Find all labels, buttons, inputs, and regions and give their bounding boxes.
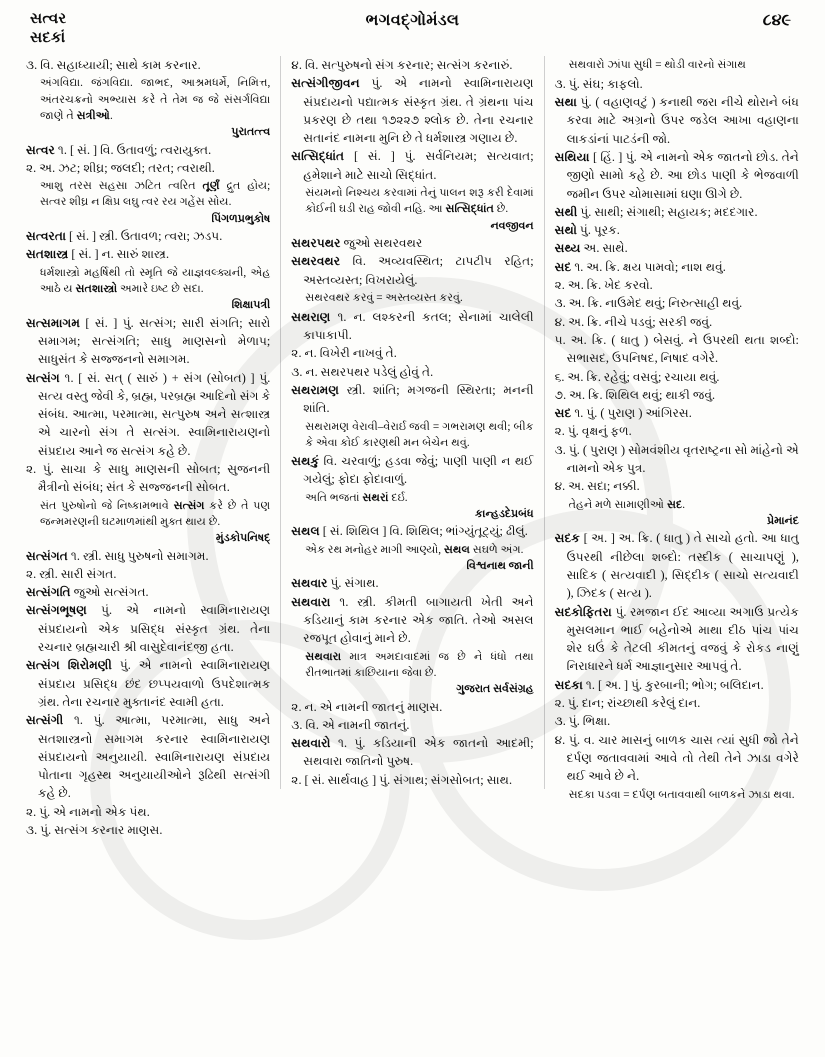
entry-definition: પું. રમજાન ઈદ આવ્યા અગાઉ પ્રત્યેક મુસલમાન ભાઈ બહેનોએ માથા દીઠ પાંચ પાંચ શેર ઘઉં કે તેટલી કીમતનું વજવું કે રોકડ નાણું નિરાધારને ધર્મ આજ્ઞાનુસાર આપવું તે. bbox=[566, 604, 799, 674]
quote-keyword: સતશાસ્ત્રો bbox=[75, 282, 118, 295]
entry-definition: ૧. ન. લશ્કરની કતલ; સેનામાં ચાલેલી કાપાકાપી. bbox=[303, 309, 534, 343]
page-number: ૮૪૯ bbox=[762, 12, 791, 29]
entry-definition: વિ. અવ્યવસ્થિત; ટાપટીપ રહિત; અસ્તવ્યસ્ત; વિખરાયેલું. bbox=[303, 254, 534, 287]
entry-sense: ૩. પું. સત્સંગ કરનાર માણસ. bbox=[26, 823, 163, 838]
dictionary-entry[interactable] bbox=[291, 252, 533, 289]
entry-sense: ૫. અ. ક્રિ. ( ધાતુ ) બેસવું. ને ઉપરથી થતા શબ્દો: સભાસદ, ઉપનિષદ, નિષાદ વગેરે. bbox=[554, 332, 799, 366]
entry-headword: સતશાસ્ત્ર bbox=[26, 247, 69, 262]
dictionary-entry[interactable] bbox=[26, 656, 270, 711]
dictionary-entry[interactable] bbox=[555, 404, 799, 422]
citation-source: વિશ્વનાથ જાની bbox=[466, 559, 534, 572]
dictionary-entry[interactable] bbox=[555, 221, 799, 239]
entry-sense: ૨. ન. એ નામની જાતનું માણસ. bbox=[291, 699, 443, 714]
entry-sense: ૬. અ. ક્રિ. રહેવું; વસવું; રચાયા થવું. bbox=[554, 369, 720, 384]
entry-headword: સત્સમાગમ bbox=[26, 315, 80, 330]
entry-headword: સથકું bbox=[291, 453, 320, 468]
entry-sense: ૨. પું. એ નામનો એક પંથ. bbox=[26, 804, 150, 819]
entry-definition: [ સં. ] સ્ત્રી. ઉતાવળ; ત્વરા; ઝડપ. bbox=[68, 229, 223, 244]
entry-headword: સદક bbox=[554, 531, 580, 546]
citation-quote: એક રથ મનોહર માગી આણ્યો, સથલ સઘળે અંગ. bbox=[305, 543, 524, 556]
column-3 bbox=[545, 56, 809, 804]
entry-definition: ૧. [ અ. ] પું. કુરબાની; ભોગ; બલિદાન. bbox=[585, 677, 764, 692]
dictionary-entry[interactable] bbox=[555, 203, 799, 221]
dictionary-entry[interactable] bbox=[291, 147, 533, 184]
dictionary-entry[interactable] bbox=[291, 522, 533, 540]
entry-sense: ૪. અ. ક્રિ. નીચે પડવું; સરકી જવું. bbox=[554, 314, 713, 329]
entry-definition: [ સં. શિથિલ ] વિ. શિથિલ; ભાંગ્યુંતૂટ્યું; ઢીલું. bbox=[322, 524, 528, 539]
dictionary-entry[interactable] bbox=[26, 245, 270, 263]
entry-definition: પું. પૂરક. bbox=[579, 223, 620, 238]
citation-quote: ધર્મશાસ્ત્રો મહર્ષિથી તો સ્મૃતિ જે યાજ્ઞવલ્ક્યની, એહ આઠે ય સતશાસ્ત્રો અમારે ઇષ્ટ છે સદા. bbox=[40, 266, 271, 295]
citation-source: ગુજરાત સર્વસંગ્રહ bbox=[456, 683, 534, 695]
entry-definition: પું. સાથી; સંગાથી; સહાયક; મદદગાર. bbox=[580, 204, 758, 219]
dictionary-entry[interactable] bbox=[26, 227, 270, 245]
entry-definition: પું. એ નામનો સ્વામિનારાયણ સંપ્રદાય પ્રસિદ્ધ છંદ છપ્પયવાળો ઉપદેશાત્મક ગ્રંથ. તેના રચનાર મુક્તાનંદ સ્વામી હતા. bbox=[38, 658, 271, 709]
entry-sense: ૪. પું. વ. ચાર માસનું બાળક ચાસ ત્યાં સુધી જો તેને દર્પણ જતાવવામાં આવે તો તેથી તેને ઝાડા વગેરે થઈ આવે છે ને. bbox=[554, 732, 799, 784]
entry-definition: ૧. પું. કડિયાની એક જાતનો આદમી; સથવારા જાતિનો પુરુષ. bbox=[303, 736, 534, 769]
dictionary-entry[interactable] bbox=[291, 452, 533, 489]
entry-headword: સદકોફિતરા bbox=[554, 604, 612, 619]
column-2 bbox=[280, 56, 544, 789]
citation-quote: સદકા પડવા = દર્પણ બતાવવાથી બાળકને ઝાડા થવા. bbox=[568, 788, 795, 801]
entry-headword: સદકા bbox=[554, 677, 583, 692]
dictionary-entry[interactable] bbox=[555, 529, 799, 602]
entry-sense: ૨. પું. વૃક્ષનું ફળ. bbox=[554, 424, 632, 439]
citation-quote: અતિ ભજતાં સથરાં દર્ઇ. bbox=[305, 491, 408, 504]
column-1 bbox=[16, 56, 280, 839]
entry-definition: [ સં. ] ન. સારું શાસ્ત્ર. bbox=[71, 247, 170, 262]
citation-quote: સંત પુરુષોનો જે નિષ્કામભાવે સત્સંગ કરે છે તે પણ જન્મમરણની ઘટમાળમાંથી મુક્ત થાય છે. bbox=[40, 499, 271, 528]
entry-definition: પું. એ નામનો સ્વામિનારાયણ સંપ્રદાયનો પદ્યાત્મક સંસ્કૃત ગ્રંથ. તે ગ્રંથના પાંચ પ્રકરણ છે તથા ૧૭૨૨૭ શ્લોક છે. તેના રચનાર સતાનંદ નામના મુનિ છે તે ધર્મશાસ્ત્ર ગણાય છે. bbox=[303, 76, 534, 146]
entry-headword: સથ્ય bbox=[554, 241, 581, 256]
dictionary-entry[interactable] bbox=[555, 239, 799, 257]
entry-definition: અ. સાથે. bbox=[583, 241, 628, 256]
citation-quote: સથવારા માત્ર અમદાવાદમાં જ છે ને ધંધો તથા રીતભાતમાં કાછિયાના જેવા છે. bbox=[305, 650, 534, 679]
entry-sense: ૩. વિ. સહાધ્યાયી; સાથે કામ કરનાર. bbox=[26, 58, 201, 72]
entry-definition: [ હિં. ] પું. એ નામનો એક જાતનો છોડ. તેને જીણો સામો કહે છે. આ છોડ પાણી કે ભેજવાળી જમીન ઉપર ચોમાસામાં ઘણા ઊગે છે. bbox=[566, 149, 799, 201]
citation-quote: અંગવિદ્યા. જંગવિદ્યા. જાભદ, આશ્રમધર્મે, નિમિત્ત, અંતરચક્રનો અભ્યાસ કરે તે તેમ જ જે સંસર્ગવિદ્યા જાણે તે સત્રીઓ. bbox=[40, 77, 271, 122]
entry-headword: સત્સંગી bbox=[26, 713, 64, 728]
entry-definition: [ અ. ] અ. ક્રિ. ( ધાતુ ) તે સાચો હતો. આ ધાતુ ઉપરથી નીછેલા શબ્દો: તસ્દીક ( સાચાપણું ), સાદિક ( સત્યવાદી ), સિદ્દીક ( સાચો સત્યવાદી ), ઝિદક ( સત્ય ). bbox=[566, 531, 799, 601]
entry-headword: સત્સંગભૂષણ bbox=[26, 603, 87, 618]
dictionary-entry[interactable] bbox=[26, 314, 270, 369]
entry-definition: ૧. પું. આત્મા, પરમાત્મા, સાધુ અને સતશાસ્ત્રનો સમાગમ કરનાર સ્વામિનારાયણ સંપ્રદાયનો અનુયાયી. સ્વામિનારાયણ સંપ્રદાય પોતાના ગૃહસ્થ અનુયાયીઓને રૂઢિથી સત્સંગી કહે છે. bbox=[38, 713, 271, 801]
entry-sense: ૨. અ. ઝટ; શીઘ્ર; જલદી; તરત; ત્વરાથી. bbox=[26, 160, 215, 175]
quote-keyword: સથવારા bbox=[305, 650, 342, 663]
citation-quote: સથરામણ વેરાવી–વેરાર્ઇ જવી = ગભરામણ થવી; બીક કે એવા કોઈ કારણથી મન બેચેન થવું. bbox=[305, 420, 534, 449]
dictionary-entry[interactable] bbox=[26, 601, 270, 656]
dictionary-entry[interactable] bbox=[291, 234, 533, 252]
entry-definition: ૧. અ. ક્રિ. ક્ષય પામવો; નાશ થવું. bbox=[574, 259, 726, 274]
quote-keyword: તૂર્ણં bbox=[202, 180, 220, 193]
citation-source: શિક્ષાપત્રી bbox=[231, 299, 271, 312]
entry-sense: ૨. પું. દાન; રાંચ્છાથી કરેલું દાન. bbox=[554, 696, 701, 711]
entry-definition: જુઓ સથરવથર bbox=[343, 236, 423, 251]
dictionary-entry[interactable] bbox=[26, 711, 270, 802]
citation-quote: તેહને મળે સામાણીઓ સદ. bbox=[568, 498, 686, 511]
entry-headword: સથિયા bbox=[554, 149, 590, 164]
entry-sense: ૨. [ સં. સાર્થવાહ ] પું. સંગાથ; સંગસોબત; સાથ. bbox=[291, 772, 512, 787]
entry-headword: સથી bbox=[554, 204, 578, 219]
entry-sense: ૪. અ. સદા; નક્કી. bbox=[554, 479, 640, 494]
entry-sense: ૨. અ. ક્રિ. ખેદ કરવો. bbox=[554, 278, 653, 293]
entry-definition: [ સં. ] પું. સત્સંગ; સારી સંગતિ; સારો સમાગમ; સત્સંગતિ; સાધુ માણસનો મેળાપ; સાધુસંત કે સજ્જનનો સમાગમ. bbox=[38, 315, 271, 367]
citation-source: કાન્હડદેપ્રબંધ bbox=[475, 507, 534, 520]
entry-headword: સત્સંગતિ bbox=[26, 585, 71, 600]
entry-definition: પું. ( વહાણવટું ) કનાથી જરા નીચે થોરાને બંધ કરવા માટે અગ્રનો ઉપર જડેલ આખા વહાણના લાકડાંનાં પાટડંની જો. bbox=[566, 95, 799, 146]
dictionary-entry[interactable] bbox=[291, 308, 533, 345]
entry-headword: સથરપથર bbox=[291, 236, 341, 251]
entry-headword: સથવાર bbox=[291, 576, 328, 591]
entry-definition: ૧. [ સં. ] વિ. ઉતાવળું; ત્વરાયુક્ત. bbox=[57, 142, 212, 157]
citation-source: પુરાતત્ત્વ bbox=[231, 126, 271, 138]
running-head-first-word: સત્વર bbox=[30, 11, 67, 27]
entry-headword: સદ bbox=[554, 406, 572, 421]
entry-definition: પું. સંગાથ. bbox=[330, 576, 379, 591]
entry-headword: સત્સંગ bbox=[26, 370, 60, 385]
entry-sense: ૪. વિ. સત્પુરુષનો સંગ કરનાર; સત્સંગ કરનારું. bbox=[291, 58, 513, 72]
entry-headword: સથા bbox=[554, 95, 577, 110]
dictionary-entry[interactable] bbox=[291, 734, 533, 771]
entry-definition: ૧. સ્ત્રી. કીમતી બાગાયતી ખેતી અને કડિયાનું કામ કરનાર એક જાતિ. તેઓ અસલ રજપૂત હોવાનું માને છે. bbox=[303, 594, 534, 646]
dictionary-entry[interactable] bbox=[291, 74, 533, 147]
dictionary-entry[interactable] bbox=[555, 258, 799, 276]
dictionary-entry[interactable] bbox=[26, 547, 270, 565]
quote-keyword: સથલ bbox=[443, 543, 470, 556]
quote-keyword: સથરાં bbox=[362, 491, 389, 504]
entry-sense: ૨. ન. વિખેરી નાખવું તે. bbox=[291, 346, 397, 361]
running-head-last-word: સદકાં bbox=[30, 29, 66, 46]
dictionary-entry[interactable] bbox=[26, 369, 270, 460]
dictionary-entry[interactable] bbox=[26, 583, 270, 601]
entry-sense: ૩. વિ. એ નામની જાતનું. bbox=[291, 717, 410, 732]
entry-definition: [ સં. ] પું. સર્વનિયમ; સત્યવાત; હમેશાને માટે સાચો સિદ્ધાંત. bbox=[303, 149, 534, 182]
entry-headword: સદ bbox=[554, 259, 572, 274]
entry-headword: સથો bbox=[554, 223, 577, 238]
entry-headword: સત્વર bbox=[26, 142, 55, 157]
citation-quote: સંયમનો નિશ્ચય કરવામાં તેનું પાલન શરૂ કરી દેવામાં કોઈની ઘડી રાહ જોવી નહિ. આ સત્સિદ્ધાંત છે. bbox=[305, 187, 534, 216]
entry-headword: સથલ bbox=[291, 524, 320, 539]
quote-keyword: સત્સંગ bbox=[173, 499, 205, 512]
dictionary-entry[interactable] bbox=[555, 93, 799, 148]
entry-headword: સત્સંગત bbox=[26, 548, 68, 563]
dictionary-entry[interactable] bbox=[26, 141, 270, 159]
entry-headword: સથવારો bbox=[291, 736, 331, 751]
entry-definition: ૧. પું. ( પુરાણ ) આંગિરસ. bbox=[574, 406, 692, 421]
dictionary-entry[interactable] bbox=[291, 381, 533, 418]
entry-definition: ૧. [ સં. સત્ ( સારું ) + સંગ (સોબત) ] પું. સત્ય વસ્તુ જેવી કે, બ્રહ્મ, પરબ્રહ્મ આદિનો સંગ કે સંબંધ. આત્મા, પરમાત્મા, સત્પુરુષ અને સત્શાસ્ત્ર એ ચારનો સંગ તે સત્સંગ. સ્વામિનારાયણનો સંપ્રદાય આને જ સત્સંગ કહે છે. bbox=[38, 370, 271, 458]
entry-sense: ૨. સ્ત્રી. સારી સંગત. bbox=[26, 566, 117, 581]
quote-keyword: સત્રીઓ bbox=[76, 109, 110, 122]
dictionary-entry[interactable] bbox=[291, 574, 533, 592]
entry-sense: ૩. અ. ક્રિ. નાઉમેદ થવું; નિરુત્સાહી થવું. bbox=[554, 296, 743, 311]
entry-sense: ૩. પું. ( પુરાણ ) સોમવંશીય વૃતરાષ્ટ્રના સો માંહેનો એ નામનો એક પુત્ર. bbox=[554, 442, 799, 476]
entry-headword: સત્સિદ્ધાંત bbox=[291, 149, 345, 164]
quote-keyword: સત્સિદ્ધાંત bbox=[445, 203, 494, 216]
citation-source: પ્રેમાનંદ bbox=[766, 514, 799, 527]
entry-headword: સથરાણ bbox=[291, 309, 331, 324]
idiom-gloss: સથરવથર કરવું = અસ્તવ્યસ્ત કરવું. bbox=[305, 291, 463, 304]
entry-headword: સત્સંગ શિરોમણી bbox=[26, 658, 112, 673]
entry-headword: સથવારા bbox=[291, 594, 331, 609]
entry-sense: ૩. પું. ભિક્ષા. bbox=[554, 714, 611, 729]
citation-source: મુંડકોપનિષદ્ bbox=[215, 532, 271, 545]
entry-headword: સથરામણ bbox=[291, 382, 340, 397]
dictionary-entry[interactable] bbox=[555, 603, 799, 676]
entry-definition: સ્ત્રી. શાંતિ; મગજની સ્થિરતા; મનની શાંતિ. bbox=[303, 382, 534, 416]
entry-sense: ૩. પું. સંઘ; કાફલો. bbox=[554, 76, 643, 91]
entry-sense: ૨. પું. સાચા કે સાધુ માણસની સોબત; સુજનની મૈત્રીનો સંબંધ; સંત કે સજ્જનની સોબત. bbox=[26, 462, 271, 495]
quote-keyword: સદ bbox=[666, 498, 683, 511]
entry-headword: સત્સંગીજીવન bbox=[291, 76, 360, 91]
dictionary-entry[interactable] bbox=[555, 148, 799, 203]
entry-headword: સત્વરતા bbox=[26, 229, 66, 244]
entry-definition: જુઓ સત્સંગત. bbox=[73, 585, 149, 600]
running-head bbox=[16, 10, 809, 56]
entry-sense: ૭. અ. ક્રિ. શિથિલ થવું; થાકી જવું. bbox=[554, 387, 716, 402]
citation-quote: આશુ તરસ સહસા ઝટિત ત્વરિત તૂર્ણં દ્રુત હોય; સત્વર શીઘ્ર ન ક્ષિપ્ર લઘુ ત્વર રય ગહેંસ સોય. bbox=[40, 180, 271, 209]
dictionary-entry[interactable] bbox=[555, 676, 799, 694]
citation-source: નવજીવન bbox=[490, 219, 534, 232]
idiom-gloss: સથવારો ઝાંપા સુધી = થોડી વારનો સંગાથ bbox=[568, 59, 746, 71]
entry-definition: વિ. ચરવાળું; હડવા જેવું; પાણી પાણી ન થઈ ગયેલું; ફોદા ફોદાવાળું. bbox=[303, 453, 534, 487]
citation-source: પિંગળપ્રભુકોષ bbox=[211, 212, 271, 225]
text-columns bbox=[16, 56, 809, 1051]
book-title: ભગવદ્ગોમંડલ bbox=[365, 12, 460, 29]
entry-headword: સથરવથર bbox=[291, 254, 341, 269]
dictionary-entry[interactable] bbox=[291, 593, 533, 648]
entry-definition: ૧. સ્ત્રી. સાધુ પુરુષનો સમાગમ. bbox=[70, 548, 209, 563]
entry-definition: પું. એ નામનો સ્વામિનારાયણ સંપ્રદાયનો એક પ્રસિદ્ધ સંસ્કૃત ગ્રંથ. તેના રચનાર બ્રહ્મચારી શ્રી વાસુદેવાનંદજી હતા. bbox=[38, 603, 271, 655]
entry-sense: ૩. ન. સથરપથર પડેલું હોવું તે. bbox=[291, 364, 434, 379]
